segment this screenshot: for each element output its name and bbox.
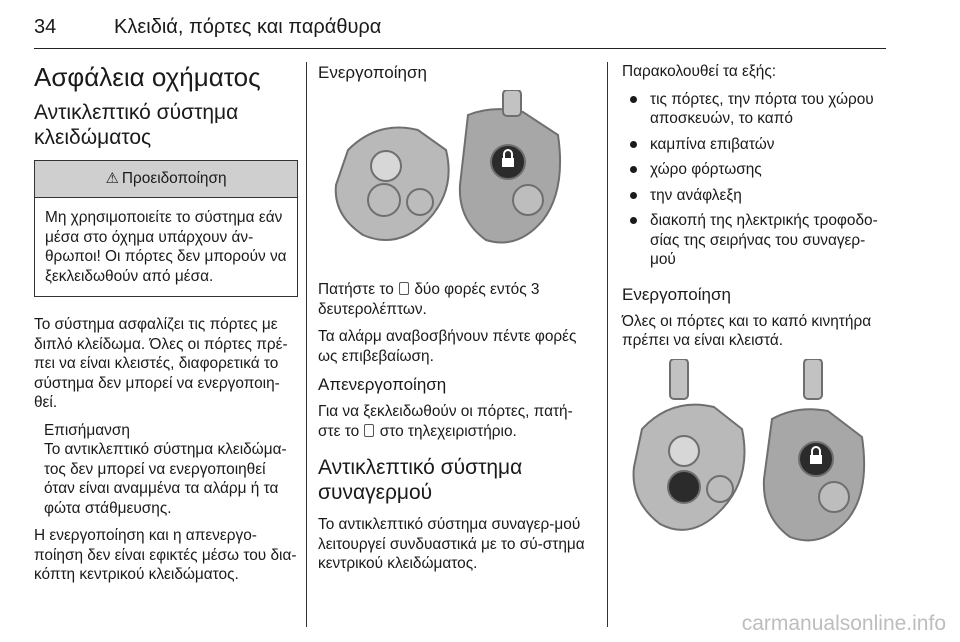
- list-item: χώρο φόρτωσης: [622, 160, 886, 180]
- list-item: καμπίνα επιβατών: [622, 135, 886, 155]
- column-2: [318, 62, 594, 582]
- paragraph-central-lock-switch: Η ενεργοποίηση και η απενεργο-ποίηση δεν είναι εφικτές μέσω του δια-κόπτη κεντρικού κλειδώματος.: [34, 527, 297, 583]
- warning-header: [35, 161, 297, 198]
- column-divider-2: [607, 62, 608, 627]
- warning-triangle-icon: ⚠: [105, 170, 119, 187]
- section-title: Ασφάλεια οχήματος: [34, 62, 261, 92]
- chapter-title: Κλειδιά, πόρτες και παράθυρα: [114, 16, 382, 38]
- paragraph-press-lock: [318, 280, 594, 319]
- key-fob-left: [634, 359, 745, 530]
- warning-title: Προειδοποίηση: [121, 170, 227, 187]
- list-item: την ανάφλεξη: [622, 186, 886, 206]
- note-title: Επισήμανση: [44, 421, 130, 439]
- column-1: [34, 62, 298, 593]
- subsection-title-lock-system: Αντικλεπτικό σύστημα κλειδώματος: [34, 101, 239, 149]
- paragraph-alarm-flash: Τα αλάρμ αναβοσβήνουν πέντε φορές ως επιβεβαίωση.: [318, 328, 577, 365]
- list-item: τις πόρτες, την πόρτα του χώρου αποσκευών, το καπό: [622, 90, 886, 129]
- paragraph-alarm-system: Το αντικλεπτικό σύστημα συναγερ-μού λειτουργεί συνδυαστικά με το σύ-στημα κεντρικού κλειδώματος.: [318, 516, 585, 572]
- unlock-icon: [364, 424, 374, 437]
- key-fob-right: [764, 359, 864, 540]
- monitor-list: [622, 90, 886, 270]
- list-item: διακοπή της ηλεκτρικής τροφοδο-σίας της σειρήνας του συναγερ-μού: [622, 211, 886, 270]
- paragraph-double-lock: Το σύστημα ασφαλίζει τις πόρτες με διπλό κλείδωμα. Όλες οι πόρτες πρέ-πει να είναι κλειστές, διαφορετικά το σύστημα δεν μπορεί να ενεργοποιη-θεί.: [34, 316, 288, 411]
- key-fob-illustration-2: [622, 359, 884, 559]
- column-divider-1: [306, 62, 307, 627]
- press-text-post: δύο φορές εντός 3 δευτερολέπτων.: [318, 281, 540, 318]
- watermark: carmanualsonline.info: [741, 612, 946, 635]
- heading-deactivation: Απενεργοποίηση: [318, 375, 447, 394]
- page-header: [34, 12, 886, 49]
- paragraph-doors-closed: Όλες οι πόρτες και το καπό κινητήρα πρέπει να είναι κλειστά.: [622, 312, 872, 349]
- lock-icon: [399, 282, 409, 295]
- heading-activation: Ενεργοποίηση: [318, 63, 427, 82]
- key-fob-right: [460, 90, 560, 243]
- heading-activation-alarm: Ενεργοποίηση: [622, 284, 731, 304]
- warning-box: [34, 160, 298, 297]
- column-3: [622, 62, 886, 579]
- subsection-title-alarm: Αντικλεπτικό σύστημα συναγερμού: [318, 456, 523, 504]
- unlock-text-pre: Για να ξεκλειδωθούν οι πόρτες, πατή-στε το: [318, 403, 573, 440]
- paragraph-monitors: Παρακολουθεί τα εξής:: [622, 63, 777, 80]
- unlock-text-post: στο τηλεχειριστήριο.: [379, 422, 517, 440]
- note-box: [34, 421, 298, 519]
- page-number: 34: [34, 16, 57, 38]
- paragraph-unlock: [318, 402, 594, 441]
- press-text-pre: Πατήστε το: [318, 281, 394, 298]
- warning-body: Μη χρησιμοποιείτε το σύστημα εάν μέσα στο όχημα υπάρχουν άν-θρωποι! Οι πόρτες δεν μπορούν να ξεκλειδωθούν από μέσα.: [45, 209, 287, 285]
- key-fob-left: [336, 128, 449, 241]
- note-body: Το αντικλεπτικό σύστημα κλειδώμα-τος δεν μπορεί να ενεργοποιηθεί όταν είναι αναμμένα τα αλάρμ ή τα φώτα στάθμευσης.: [44, 441, 287, 517]
- key-fob-illustration: [318, 90, 580, 260]
